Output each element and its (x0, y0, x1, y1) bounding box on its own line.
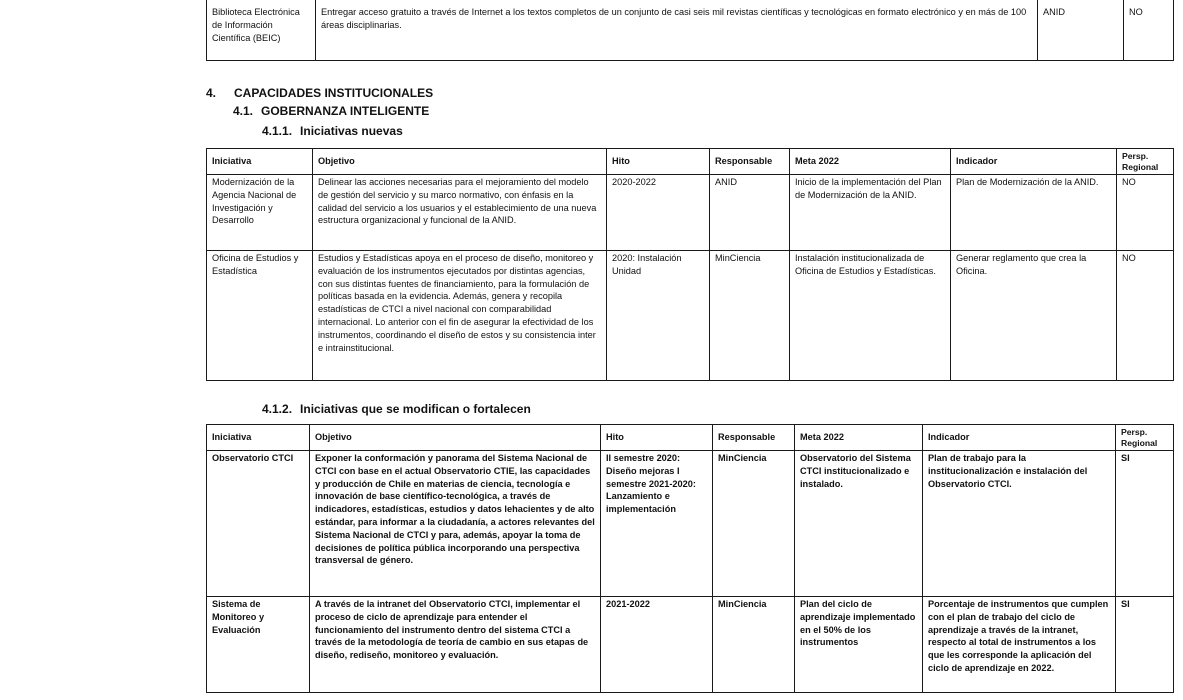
header-meta: Meta 2022 (795, 425, 923, 451)
header-persp: Persp. Regional (1117, 149, 1174, 175)
section-title: GOBERNANZA INTELIGENTE (261, 104, 430, 118)
table-header-row (207, 425, 1174, 451)
section-heading-4-1-1 (262, 124, 403, 138)
cell-responsable: MinCiencia (710, 251, 790, 381)
table-row (207, 451, 1174, 597)
cell-indicador: Generar reglamento que crea la Oficina. (951, 251, 1117, 381)
cell-responsable: ANID (1038, 0, 1124, 61)
table-row (207, 0, 1174, 61)
header-hito: Hito (607, 149, 710, 175)
cell-responsable: MinCiencia (713, 451, 795, 597)
iniciativas-nuevas-table (206, 148, 1174, 381)
cell-iniciativa: Sistema de Monitoreo y Evaluación (207, 597, 310, 693)
cell-meta: Instalación institucionalizada de Oficina de Estudios y Estadísticas. (790, 251, 951, 381)
cell-indicador: Plan de Modernización de la ANID. (951, 175, 1117, 251)
cell-objetivo: Exponer la conformación y panorama del Sistema Nacional de CTCI con base en el actual Observatorio CTIE, las capacidades y producción de Chile en materias de ciencia, tecnología e innovación de base científico-tecnológica, a través de indicadores, estadísticas, estudios y datos lehacientes y de alto estándar, para informar a la ciudadanía, a actores relevantes del Sistema Nacional de CTCI y para, además, apoyar la toma de decisiones de política pública incorporando una perspectiva transversal de género. (310, 451, 601, 597)
cell-indicador: Plan de trabajo para la institucionalización e instalación del Observatorio CTCI. (923, 451, 1116, 597)
header-persp: Persp. Regional (1116, 425, 1174, 451)
section-heading-4 (206, 86, 433, 100)
cell-hito: 2021-2022 (601, 597, 713, 693)
cell-persp: SI (1116, 597, 1174, 693)
section-number: 4.1.1. (262, 124, 293, 138)
header-indicador: Indicador (923, 425, 1116, 451)
header-objetivo: Objetivo (313, 149, 607, 175)
cell-meta: Observatorio del Sistema CTCI institucionalizado e instalado. (795, 451, 923, 597)
iniciativas-modifican-table (206, 424, 1174, 693)
cell-hito: 2020: Instalación Unidad (607, 251, 710, 381)
section-heading-4-1-2 (262, 402, 531, 416)
cell-persp: NO (1124, 0, 1174, 61)
header-indicador: Indicador (951, 149, 1117, 175)
cell-objetivo: Estudios y Estadísticas apoya en el proceso de diseño, monitoreo y evaluación de los instrumentos ejecutados por distintas agencias, con sus distintas fuentes de financiamiento, para la formulación de políticas basada en la evidencia. Además, genera y recopila estadísticas de CTCI a nivel nacional con comparabilidad internacional. Lo anterior con el fin de asegurar la efectividad de los instrumentos, coordinando el diseño de estos y su consistencia inter e intrainstitucional. (313, 251, 607, 381)
cell-objetivo: Delinear las acciones necesarias para el mejoramiento del modelo de gestión del servicio y su marco normativo, con énfasis en la calidad del servicio a los usuarios y el establecimiento de una nueva estructura organizacional y funcional de la ANID. (313, 175, 607, 251)
section-title: CAPACIDADES INSTITUCIONALES (234, 86, 434, 100)
cell-persp: NO (1117, 251, 1174, 381)
header-hito: Hito (601, 425, 713, 451)
cell-indicador: Porcentaje de instrumentos que cumplen con el plan de trabajo del ciclo de aprendizaje a través de la intranet, respecto al total de instrumentos a los que les corresponde la aplicación del ciclo de aprendizaje en 2022. (923, 597, 1116, 693)
cell-persp: SI (1116, 451, 1174, 597)
section-number: 4.1.2. (262, 402, 293, 416)
cell-responsable: MinCiencia (713, 597, 795, 693)
header-responsable: Responsable (710, 149, 790, 175)
cell-persp: NO (1117, 175, 1174, 251)
cell-hito: 2020-2022 (607, 175, 710, 251)
cell-meta: Inicio de la implementación del Plan de Modernización de la ANID. (790, 175, 951, 251)
header-objetivo: Objetivo (310, 425, 601, 451)
section-number: 4. (206, 86, 217, 100)
cell-iniciativa: Observatorio CTCI (207, 451, 310, 597)
cell-hito: II semestre 2020: Diseño mejoras I semestre 2021-2020: Lanzamiento e implementación (601, 451, 713, 597)
cell-objetivo: Entregar acceso gratuito a través de Internet a los textos completos de un conjunto de casi seis mil revistas científicas y tecnológicas en formato electrónico y en más de 100 áreas disciplinarias. (316, 0, 1038, 61)
table-row (207, 175, 1174, 251)
cell-objetivo: A través de la intranet del Observatorio CTCI, implementar el proceso de ciclo de aprendizaje para entender el funcionamiento del instrumento dentro del sistema CTCI a través de la metodología de teoría de cambio en sus etapas de diseño, rediseño, monitoreo y evaluación. (310, 597, 601, 693)
header-iniciativa: Iniciativa (207, 425, 310, 451)
section-title: Iniciativas que se modifican o fortalecen (300, 402, 531, 416)
cell-meta: Plan del ciclo de aprendizaje implementado en el 50% de los instrumentos (795, 597, 923, 693)
header-iniciativa: Iniciativa (207, 149, 313, 175)
beic-table (206, 0, 1174, 61)
section-title: Iniciativas nuevas (300, 124, 403, 138)
table-row (207, 251, 1174, 381)
table-row (207, 597, 1174, 693)
cell-iniciativa: Modernización de la Agencia Nacional de Investigación y Desarrollo (207, 175, 313, 251)
header-meta: Meta 2022 (790, 149, 951, 175)
section-heading-4-1 (233, 104, 429, 118)
cell-responsable: ANID (710, 175, 790, 251)
header-responsable: Responsable (713, 425, 795, 451)
cell-iniciativa: Biblioteca Electrónica de Información Científica (BEIC) (207, 0, 316, 61)
cell-iniciativa: Oficina de Estudios y Estadística (207, 251, 313, 381)
section-number: 4.1. (233, 104, 254, 118)
table-header-row (207, 149, 1174, 175)
